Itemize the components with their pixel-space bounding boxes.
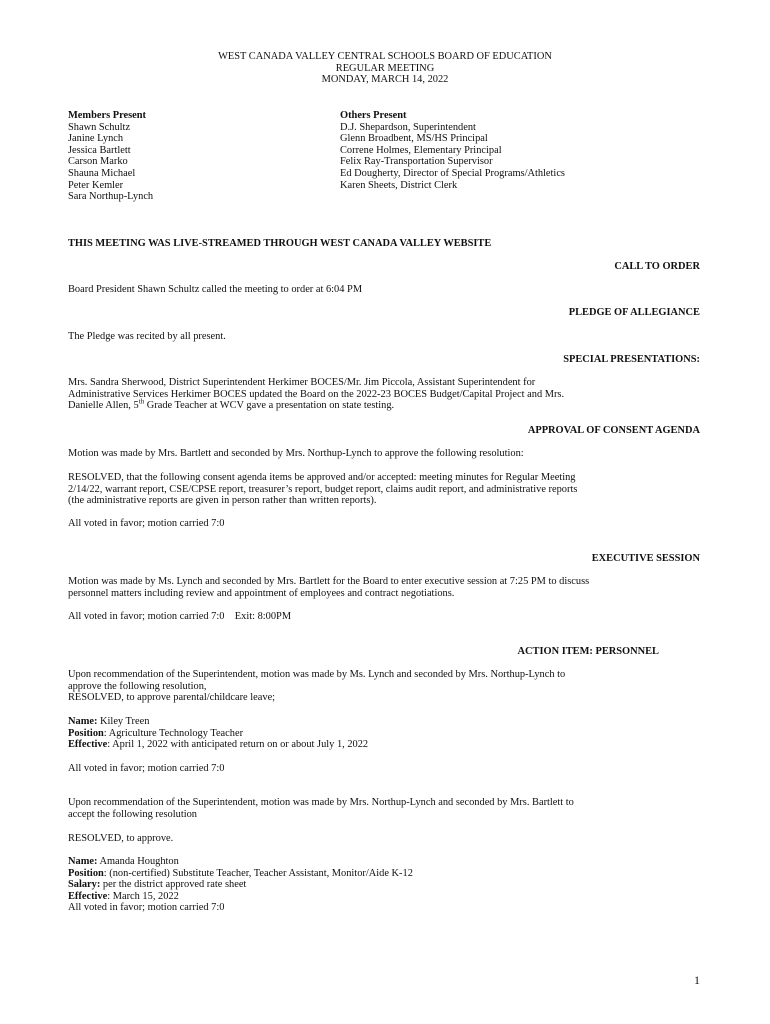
field-value: : March 15, 2022 [107,890,179,902]
member-name: Shawn Schultz [68,121,131,133]
motion-line: Upon recommendation of the Superintendent, motion was made by Ms. Lynch and seconded by Mrs. Northup-Lynch to [68,669,566,680]
others-present-heading: Others Present [340,110,407,121]
special-presentations-text [68,377,708,412]
motion-line: accept the following resolution [68,808,197,820]
motion-line: Motion was made by Ms. Lynch and seconded by Mrs. Bartlett for the Board to enter executive session at 7:25 PM to discuss [68,576,590,587]
consent-agenda-resolution [68,472,708,507]
consent-agenda-motion: Motion was made by Mrs. Bartlett and seconded by Mrs. Northup-Lynch to approve the following resolution: [68,448,524,459]
personnel-item-1-details [68,716,708,751]
executive-session-heading: EXECUTIVE SESSION [591,553,700,564]
field-label: Effective [68,739,108,751]
motion-line: Upon recommendation of the Superintendent, motion was made by Mrs. Northup-Lynch and seconded by Mrs. Bartlett to [68,797,574,808]
header-title: WEST CANADA VALLEY CENTRAL SCHOOLS BOARD OF EDUCATION [218,51,552,62]
other-attendee: Karen Sheets, District Clerk [340,179,458,191]
member-name: Shauna Michael [68,167,136,179]
detail-name [68,856,708,868]
call-to-order-text: Board President Shawn Schultz called the meeting to order at 6:04 PM [68,284,363,295]
personnel-item-2-vote: All voted in favor; motion carried 7:0 [68,902,225,914]
field-label: Position [68,867,104,879]
page-number: 1 [694,973,700,987]
special-presentations-line [68,397,708,412]
detail-position [68,868,708,880]
other-attendee: Felix Ray-Transportation Supervisor [340,156,493,168]
personnel-heading: ACTION ITEM: PERSONNEL [517,646,659,657]
pledge-heading: PLEDGE OF ALLEGIANCE [568,307,700,318]
members-present-heading: Members Present [68,110,146,121]
ordinal-suffix: th [138,397,145,406]
motion-line: approve the following resolution, [68,680,207,692]
pledge-text: The Pledge was recited by all present. [68,331,226,342]
other-attendee: Glenn Broadbent, MS/HS Principal [340,133,488,145]
special-presentations-line: Mrs. Sandra Sherwood, District Superintendent Herkimer BOCES/Mr. Jim Piccola, Assistant Superintendent for [68,377,536,388]
livestream-notice: THIS MEETING WAS LIVE-STREAMED THROUGH WEST CANADA VALLEY WEBSITE [68,238,492,249]
resolution-line: 2/14/22, warrant report, CSE/CPSE report, treasurer’s report, budget report, claims audit report, and administrative reports [68,483,578,495]
call-to-order-heading: CALL TO ORDER [614,261,700,272]
member-name: Jessica Bartlett [68,144,131,156]
member-name: Carson Marko [68,156,128,168]
field-value: Amanda Houghton [97,856,179,867]
special-presentations-heading: SPECIAL PRESENTATIONS: [563,354,700,365]
other-attendee: Correne Holmes, Elementary Principal [340,144,502,156]
consent-agenda-vote: All voted in favor; motion carried 7:0 [68,518,225,529]
personnel-item-2-motion [68,797,708,820]
consent-agenda-heading: APPROVAL OF CONSENT AGENDA [527,425,700,436]
motion-line: personnel matters including review and appointment of employees and contract negotiations. [68,587,455,599]
field-label: Name: [68,856,98,867]
member-name: Peter Kemler [68,179,124,191]
personnel-item-2-details [68,856,708,914]
detail-name [68,716,708,728]
field-value: Kiley Treen [97,716,150,727]
field-value: : April 1, 2022 with anticipated return on or about July 1, 2022 [107,739,369,751]
header-meeting-type: REGULAR MEETING [335,63,435,74]
field-value: : Agriculture Technology Teacher [103,727,244,739]
other-attendee: Ed Dougherty, Director of Special Programs/Athletics [340,167,565,179]
detail-effective [68,739,708,751]
member-name: Sara Northup-Lynch [68,191,154,203]
other-attendee: D.J. Shepardson, Superintendent [340,121,476,133]
detail-salary [68,879,708,891]
personnel-item-2-resolved: RESOLVED, to approve. [68,833,174,844]
field-value: per the district approved rate sheet [100,879,247,891]
field-label: Position [68,727,104,739]
resolution-line: RESOLVED, that the following consent agenda items be approved and/or accepted: meeting minutes for Regular Meeting [68,472,576,483]
executive-session-vote: All voted in favor; motion carried 7:0 Exit: 8:00PM [68,611,292,622]
personnel-item-1-vote: All voted in favor; motion carried 7:0 [68,763,225,774]
detail-effective [68,891,708,903]
header-date: MONDAY, MARCH 14, 2022 [321,74,449,85]
field-value: : (non-certified) Substitute Teacher, Teacher Assistant, Monitor/Aide K-12 [103,867,413,879]
others-present-list [340,110,565,191]
text-fragment: Danielle Allen, 5 [68,400,139,412]
special-presentations-line: Administrative Services Herkimer BOCES updated the Board on the 2022-23 BOCES Budget/Capital Project and Mrs. [68,388,565,400]
text-fragment: Grade Teacher at WCV gave a presentation on state testing. [144,400,395,412]
motion-line: RESOLVED, to approve parental/childcare leave; [68,692,276,704]
personnel-item-1-motion [68,669,708,704]
field-label: Salary: [68,879,101,891]
members-present-list [68,110,153,203]
executive-session-motion [68,576,708,599]
member-name: Janine Lynch [68,133,124,145]
resolution-line: (the administrative reports are given in person rather than written reports). [68,495,377,507]
field-label: Name: [68,716,98,727]
field-label: Effective [68,890,108,902]
detail-position [68,728,708,740]
